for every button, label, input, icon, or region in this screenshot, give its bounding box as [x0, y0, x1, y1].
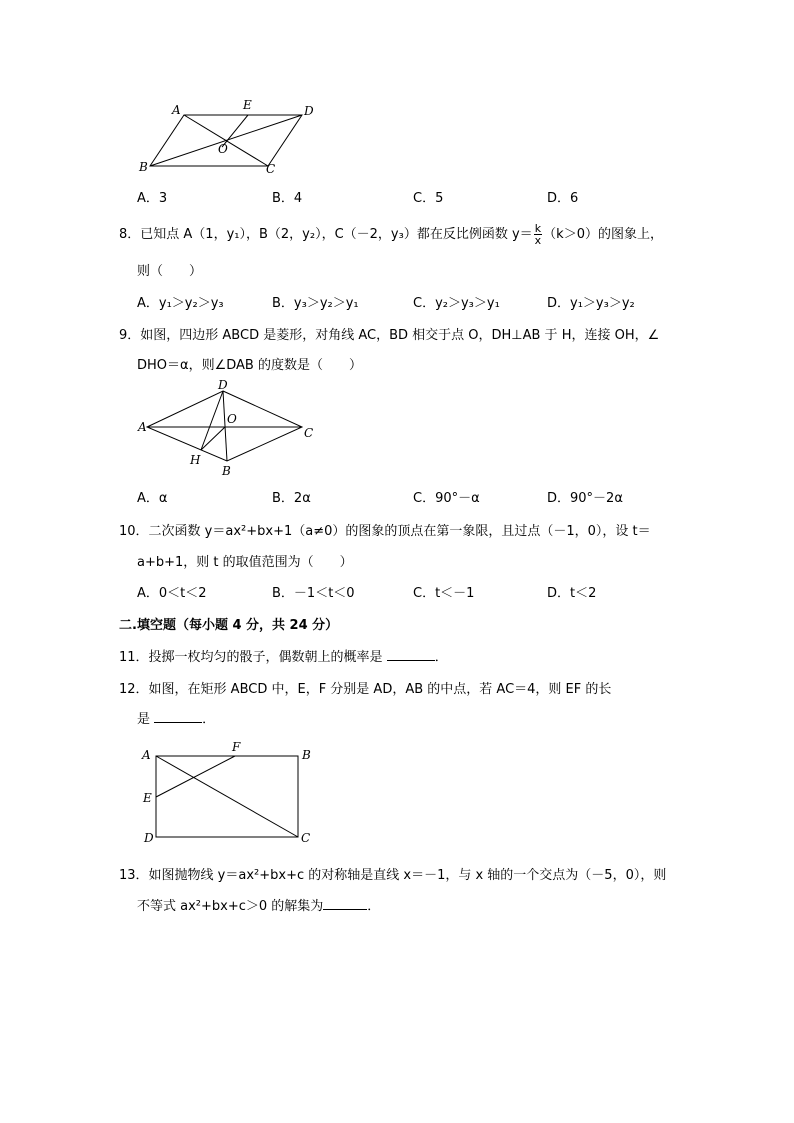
q10-option-c[interactable]: C．t＜－1: [413, 586, 475, 601]
fig7-label-a: A: [172, 103, 181, 117]
q8-option-d[interactable]: D．y₁＞y₃＞y₂: [547, 296, 635, 311]
fig7-label-e: E: [243, 98, 252, 112]
q9-option-d[interactable]: D．90°－2α: [547, 491, 623, 506]
fig7-label-c: C: [266, 162, 276, 176]
q7-option-b[interactable]: B．4: [272, 191, 303, 206]
q12-stem-line1: 12．如图，在矩形 ABCD 中，E，F 分别是 AD，AB 的中点，若 AC＝4，则 EF 的长: [119, 682, 612, 697]
fig12-label-c: C: [301, 831, 311, 845]
q7-option-a[interactable]: A．3: [137, 191, 168, 206]
q11-end: ．: [434, 650, 448, 665]
q8-option-b[interactable]: B．y₃＞y₂＞y₁: [272, 296, 359, 311]
fig9-label-o: O: [227, 412, 237, 426]
q8-points: A（1，y₁），B（2，y₂），C（－2，y₃）都在反比例函数 y＝: [183, 227, 533, 242]
q9-stem-line1: 9．如图，四边形 ABCD 是菱形，对角线 AC，BD 相交于点 O，DH⊥AB 于 H，连接 OH，∠: [119, 328, 660, 343]
q8-frac-num: k: [534, 222, 542, 235]
q13-answer-blank[interactable]: [323, 897, 367, 910]
q9-option-b[interactable]: B．2α: [272, 491, 311, 506]
q8-option-a[interactable]: A．y₁＞y₂＞y₃: [137, 296, 224, 311]
q10-stem-line1: 10．二次函数 y＝ax²+bx+1（a≠0）的图象的顶点在第一象限，且过点（－1，0），设 t＝: [119, 524, 651, 539]
fig7-label-d: D: [304, 104, 314, 118]
fig9-label-d: D: [218, 378, 228, 392]
q8-stem-line2: 则（ ）: [137, 264, 203, 279]
fig12-label-b: B: [302, 748, 311, 762]
q7-option-d[interactable]: D．6: [547, 191, 579, 206]
q8-suffix: （k＞0）的图象上，: [543, 227, 663, 242]
fig7-label-o: O: [218, 142, 228, 156]
q8-option-c[interactable]: C．y₂＞y₃＞y₁: [413, 296, 500, 311]
q9-option-c[interactable]: C．90°－α: [413, 491, 480, 506]
q7-option-c[interactable]: C．5: [413, 191, 444, 206]
fig9-label-h: H: [190, 453, 201, 467]
q10-stem-line2: a+b+1，则 t 的取值范围为（ ）: [137, 555, 353, 570]
q9-stem-line2: DHO＝α，则∠DAB 的度数是（ ）: [137, 358, 362, 373]
fig12-label-a: A: [142, 748, 151, 762]
q12-text: 是: [137, 712, 151, 727]
q10-option-d[interactable]: D．t＜2: [547, 586, 597, 601]
q13-end: ．: [367, 899, 381, 914]
q10-option-b[interactable]: B．－1＜t＜0: [272, 586, 355, 601]
fig7-label-b: B: [139, 160, 148, 174]
fig9-label-c: C: [304, 426, 314, 440]
q8-frac-den: x: [534, 234, 542, 247]
q8-number: 8．已知点: [119, 227, 184, 242]
fig9-label-b: B: [222, 464, 231, 478]
section-fill-in-title: 二.填空题（每小题 4 分，共 24 分）: [119, 618, 339, 633]
q13-stem-line2: [137, 895, 380, 914]
fig12-label-d: D: [144, 831, 154, 845]
q13-stem-line1: 13．如图抛物线 y＝ax²+bx+c 的对称轴是直线 x＝－1，与 x 轴的一个交点为（－5，0），则: [119, 868, 667, 883]
q11-text: 11．投掷一枚均匀的骰子，偶数朝上的概率是: [119, 650, 383, 665]
fig9-label-a: A: [138, 420, 147, 434]
q13-text: 不等式 ax²+bx+c＞0 的解集为: [137, 899, 324, 914]
q12-end: ．: [202, 712, 216, 727]
fig12-label-e: E: [143, 791, 152, 805]
q9-option-a[interactable]: A．α: [137, 491, 168, 506]
fig12-label-f: F: [232, 740, 241, 754]
q10-option-a[interactable]: A．0＜t＜2: [137, 586, 207, 601]
